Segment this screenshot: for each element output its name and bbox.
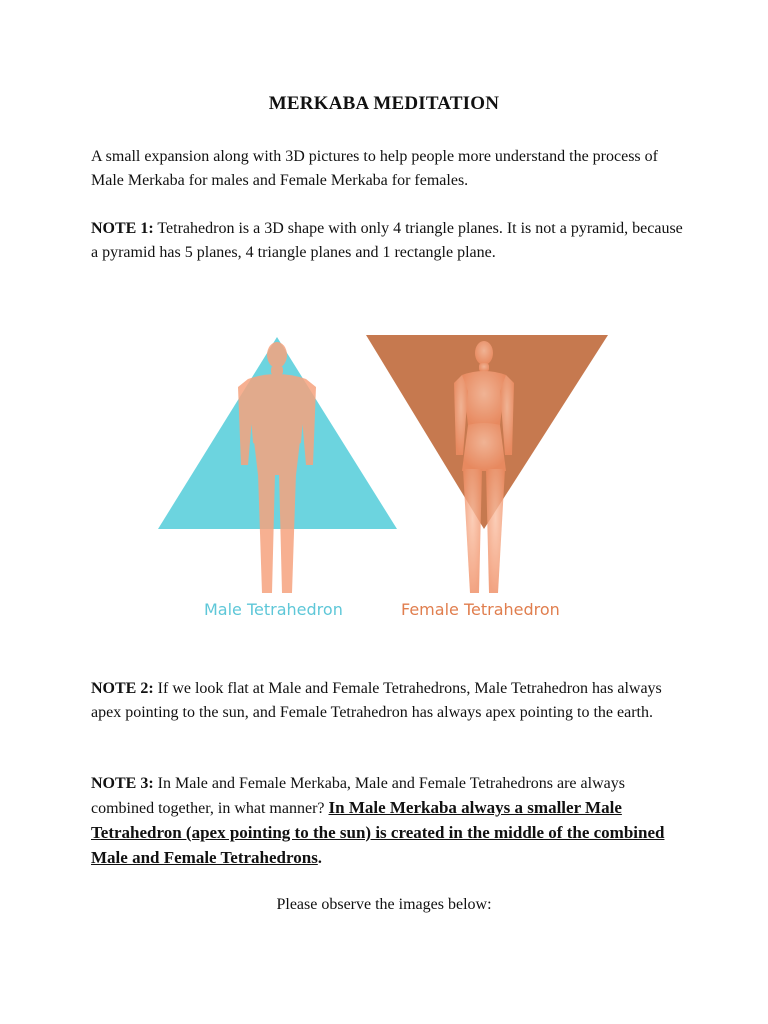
note-2-label: NOTE 2: — [91, 680, 154, 697]
note-1-text: Tetrahedron is a 3D shape with only 4 triangle planes. It is not a pyramid, because a pyramid has 5 planes, 4 triangle planes and 1 rectangle plane. — [91, 220, 683, 261]
note-3-label: NOTE 3: — [91, 775, 154, 792]
note-3-text: In Male and Female Merkaba, Male and Female Tetrahedrons are always combined together, in what manner? — [91, 775, 625, 817]
note-2-text: If we look flat at Male and Female Tetrahedrons, Male Tetrahedron has always apex pointing to the sun, and Female Tetrahedron has always apex pointing to the earth. — [91, 680, 662, 721]
note-3-emphasis: In Male Merkaba always a smaller Male Tetrahedron (apex pointing to the sun) is created in the middle of the combined Male and Female Tetrahedrons — [91, 798, 665, 867]
note-1-label: NOTE 1: — [91, 220, 154, 237]
tetrahedron-illustration — [150, 325, 620, 625]
intro-paragraph: A small expansion along with 3D pictures to help people more understand the process of Male Merkaba for males and Female Merkaba for females. — [91, 148, 658, 189]
note-3-end: . — [317, 850, 322, 867]
male-tetrahedron-caption: Male Tetrahedron — [204, 600, 343, 619]
female-body-figure — [454, 341, 514, 593]
note-2-paragraph — [91, 677, 691, 725]
page-title: MERKABA MEDITATION — [268, 93, 500, 114]
note-3-paragraph — [91, 772, 691, 871]
tetrahedron-figure — [150, 325, 620, 625]
observe-text: Please observe the images below: — [276, 896, 492, 913]
female-tetrahedron-caption: Female Tetrahedron — [401, 600, 560, 619]
note-1-paragraph — [91, 217, 691, 265]
